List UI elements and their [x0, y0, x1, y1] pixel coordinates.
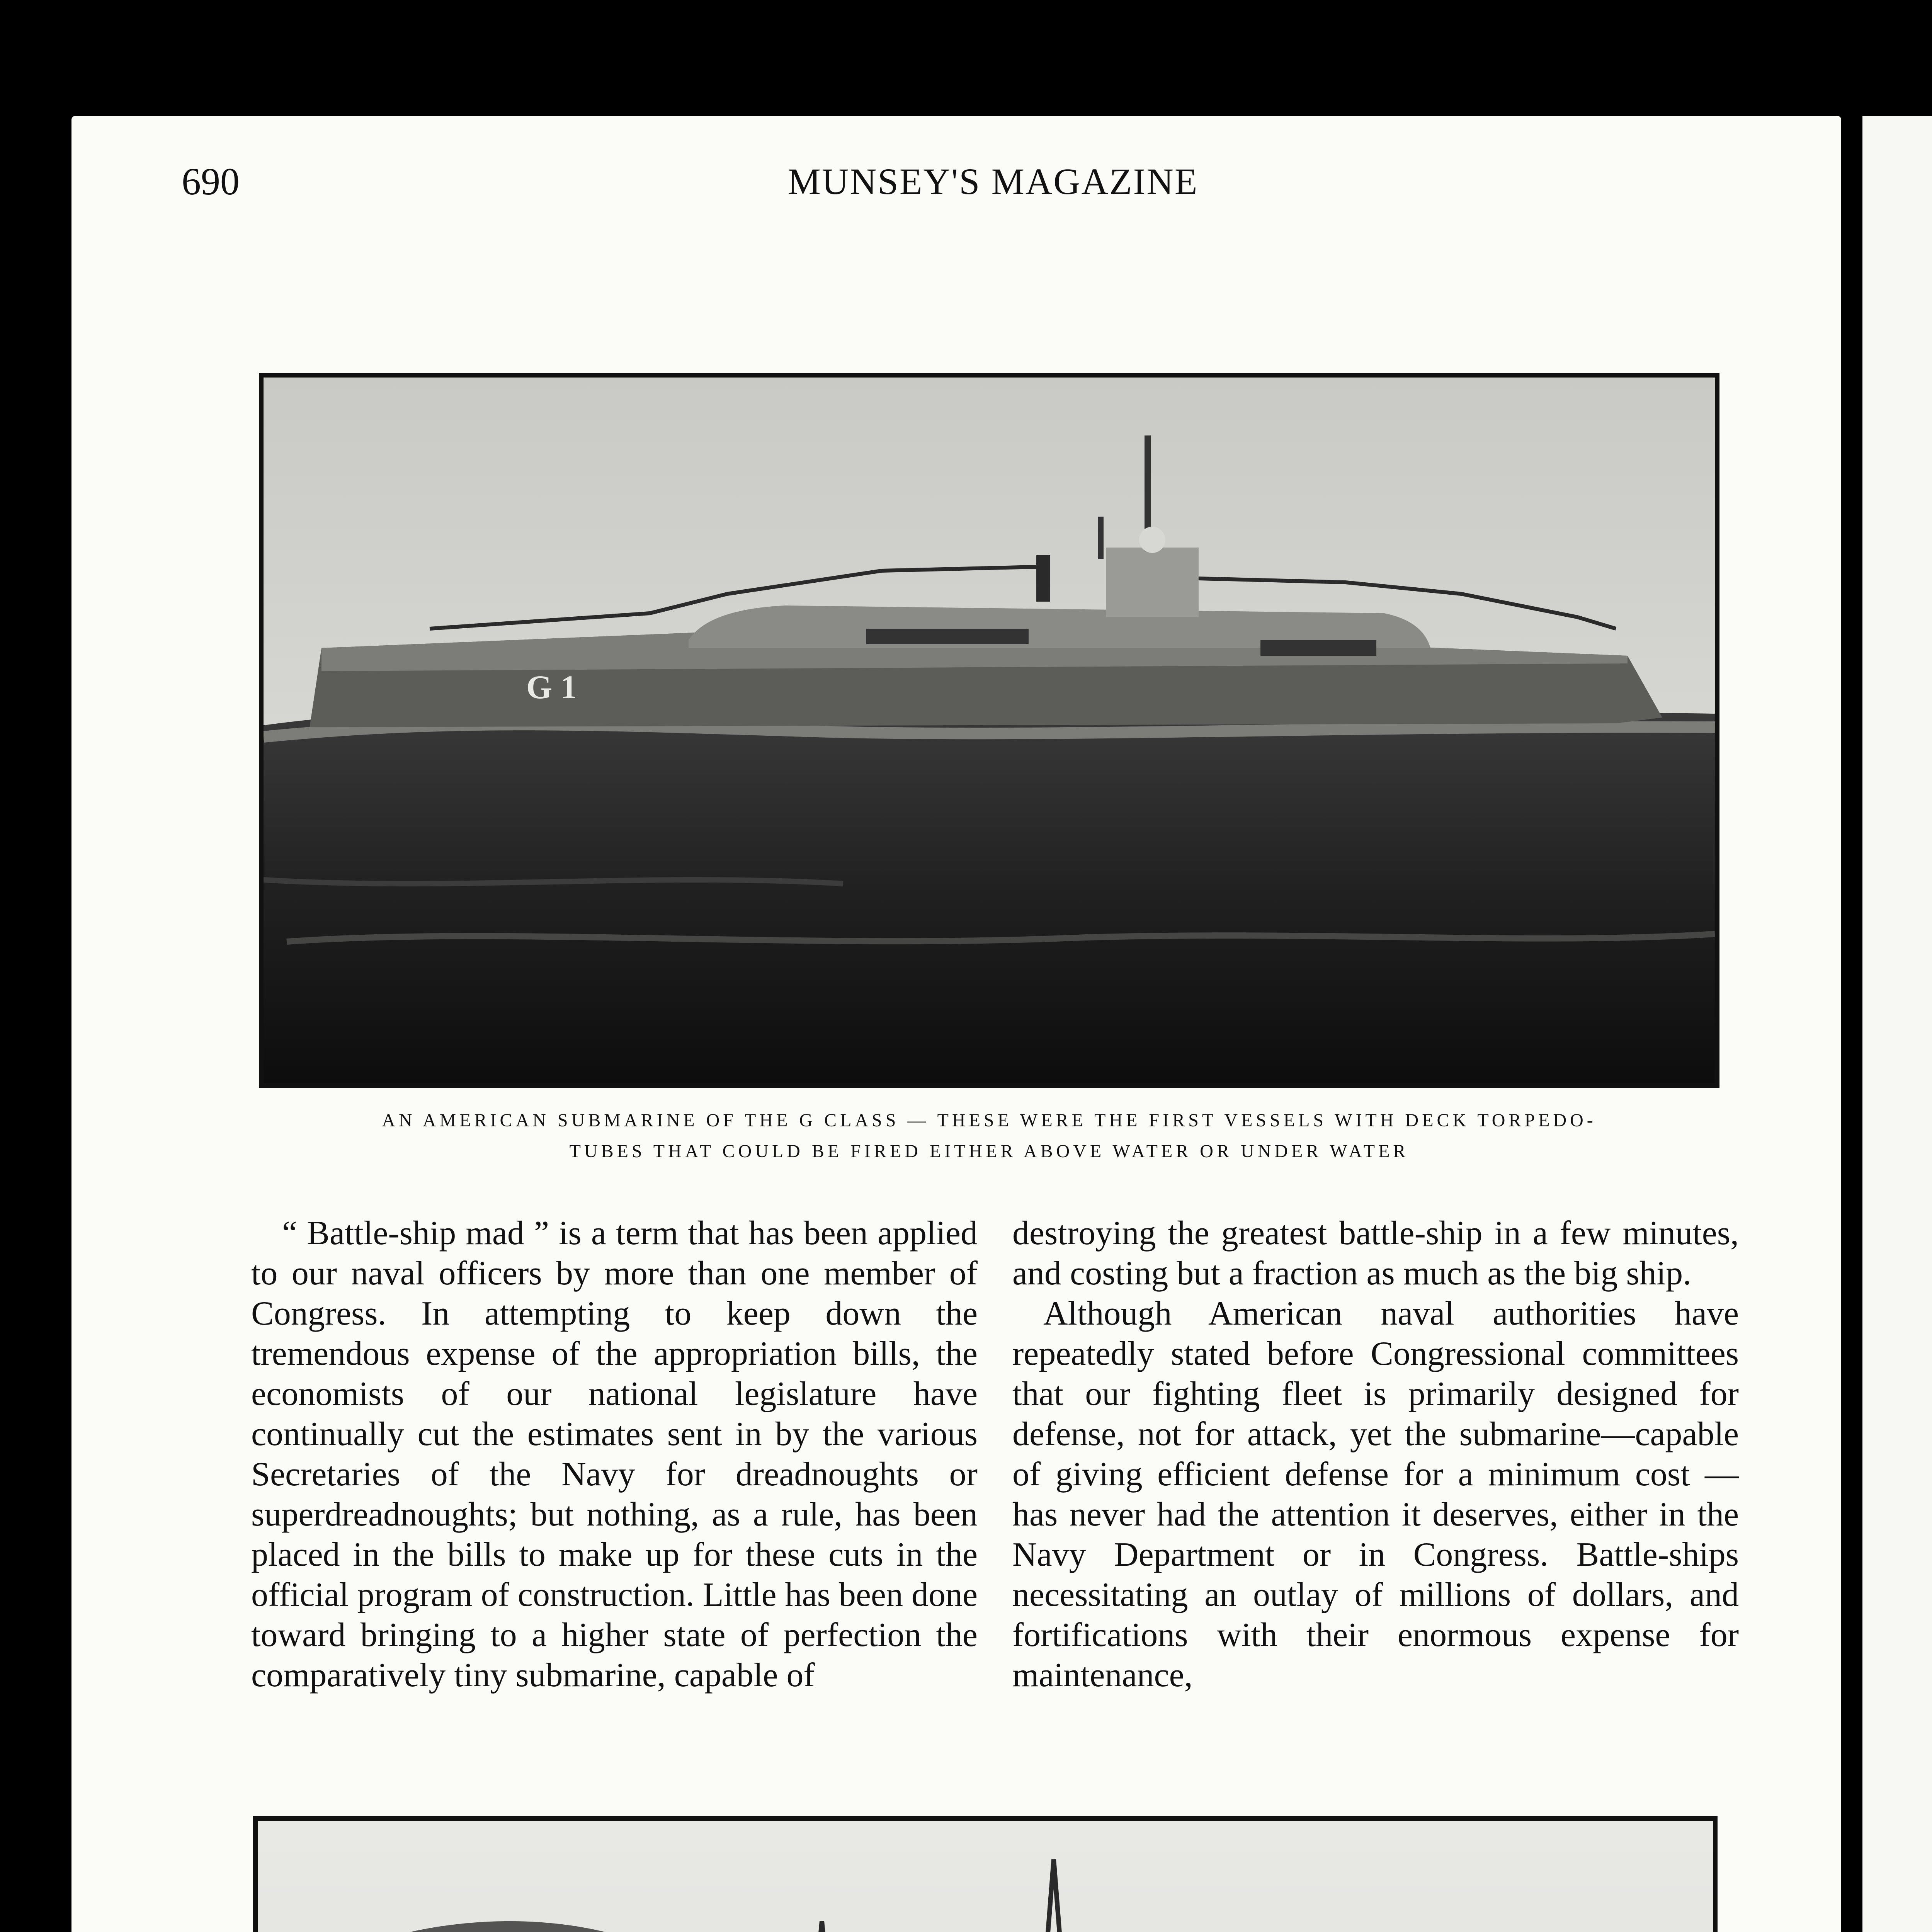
- top-caption-line2: TUBES THAT COULD BE FIRED EITHER ABOVE WATER OR UNDER WATER: [569, 1141, 1409, 1162]
- page-number: 690: [182, 160, 240, 203]
- left-column-paragraph: “ Battle-ship mad ” is a term that has been applied to our naval officers by more than one member of Congress. In attempting to keep down the tremendous expense of the appropriation bills, the economists of our national legislature have continually cut the estimates sent in by the various Secretaries of the Navy for dreadnoughts or superdreadnoughts; but nothing, as a rule, has been placed in the bills to make up for these cuts in the official program of construction. Little has been done toward bringing to a higher state of perfection the comparatively tiny submarine, capable of: [251, 1214, 978, 1694]
- sky: [258, 1821, 1713, 1932]
- left-text-column: [251, 1213, 978, 1696]
- battleship-comparison-photo: [253, 1816, 1718, 1932]
- submarine-illustration: [264, 378, 1715, 1083]
- crewman-figure: [1036, 555, 1050, 602]
- submarine-photo: [259, 373, 1719, 1088]
- top-caption-line1: AN AMERICAN SUBMARINE OF THE G CLASS — THESE WERE THE FIRST VESSELS WITH DECK TORPEDO-: [382, 1110, 1597, 1131]
- running-head: MUNSEY'S MAGAZINE: [787, 161, 1199, 202]
- page-header: [182, 155, 1804, 209]
- battleship-submarine-diagram: [258, 1821, 1713, 1932]
- conning-tower-light: [1139, 527, 1165, 553]
- top-figure-caption: [216, 1105, 1762, 1167]
- conning-tower: [1106, 548, 1199, 617]
- sea: [264, 707, 1715, 1083]
- facing-page-edge: [1862, 116, 1932, 1932]
- right-column-paragraph-2: Although American naval authorities have repeatedly stated before Congressional committees that our fighting fleet is primarily designed for defense, not for attack, yet the submarine—capable of giving efficient defense for a minimum cost — has never had the attention it deserves, either in the Navy Department or in Congress. Battle-ships necessitating an outlay of millions of dollars, and fortifications with their enormous expense for maintenance,: [1012, 1295, 1739, 1694]
- right-column-paragraph-1: destroying the greatest battle-ship in a few minutes, and costing but a fraction as much as the big ship.: [1012, 1214, 1739, 1292]
- right-text-column: [1012, 1213, 1739, 1696]
- hull-marking: G 1: [526, 668, 577, 706]
